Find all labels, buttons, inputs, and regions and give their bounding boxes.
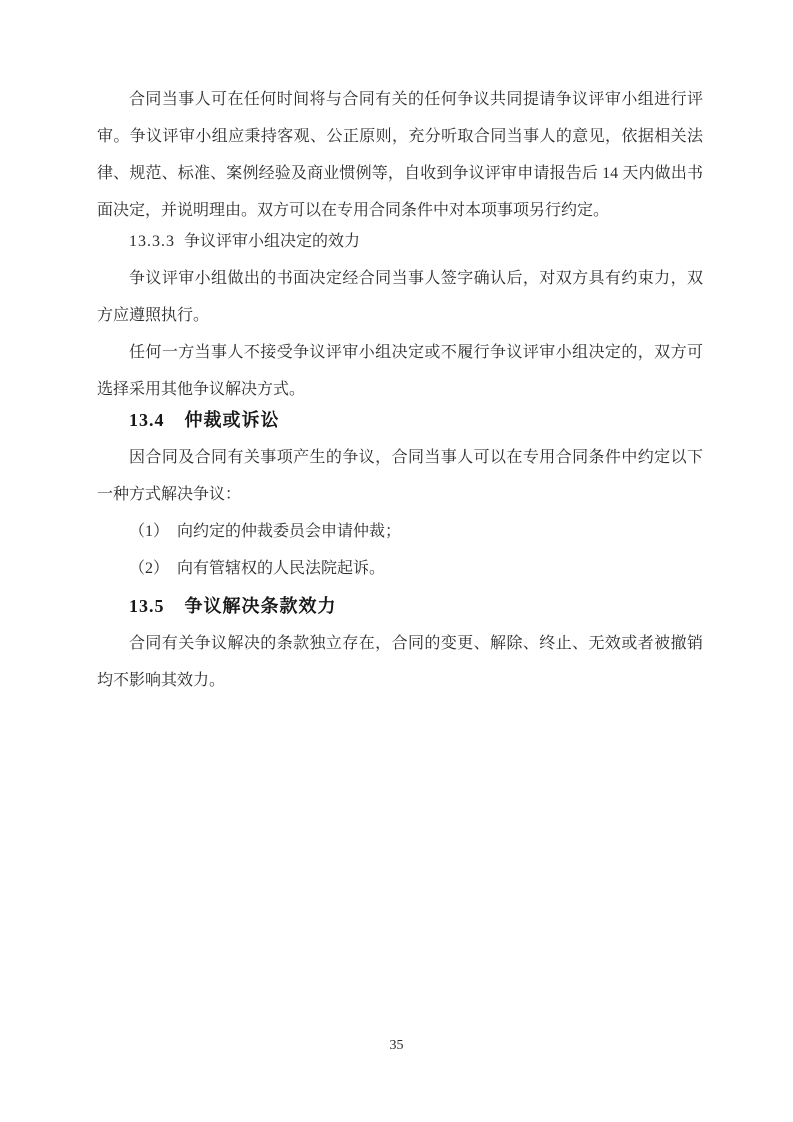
paragraph-arbitration-intro: 因合同及合同有关事项产生的争议，合同当事人可以在专用合同条件中约定以下一种方式解决争议： xyxy=(97,449,703,503)
paragraph-decision-binding: 争议评审小组做出的书面决定经合同当事人签字确认后，对双方具有约束力，双方应遵照执行。 xyxy=(97,270,703,324)
heading-13-5-number: 13.5 xyxy=(129,596,165,616)
document-body xyxy=(97,81,703,699)
heading-13-4-number: 13.4 xyxy=(129,410,165,430)
heading-13-5-title: 争议解决条款效力 xyxy=(184,596,337,616)
heading-13-5 xyxy=(97,588,703,625)
paragraph-clause-independence: 合同有关争议解决的条款独立存在，合同的变更、解除、终止、无效或者被撤销均不影响其效力。 xyxy=(97,635,703,689)
page-number: 35 xyxy=(389,1038,404,1053)
heading-13-4-title: 仲裁或诉讼 xyxy=(184,410,280,430)
paragraph-decision-rejection: 任何一方当事人不接受争议评审小组决定或不履行争议评审小组决定的，双方可选择采用其他争议解决方式。 xyxy=(97,344,703,398)
heading-13-4 xyxy=(97,402,703,439)
list-item-arbitration: （1） 向约定的仲裁委员会申请仲裁； xyxy=(129,523,402,540)
paragraph-dispute-review-process: 合同当事人可在任何时间将与合同有关的任何争议共同提请争议评审小组进行评审。争议评审小组应秉持客观、公正原则，充分听取合同当事人的意见，依据相关法律、规范、标准、案例经验及商业惯例等，自收到争议评审申请报告后 14 天内做出书面决定，并说明理由。双方可以在专用合同条件中对本项事项另行约定。 xyxy=(97,91,703,219)
list-item-litigation: （2） 向有管辖权的人民法院起诉。 xyxy=(129,560,386,577)
heading-13-3-3-title: 争议评审小组决定的效力 xyxy=(184,233,361,250)
heading-13-3-3-number: 13.3.3 xyxy=(129,233,175,250)
